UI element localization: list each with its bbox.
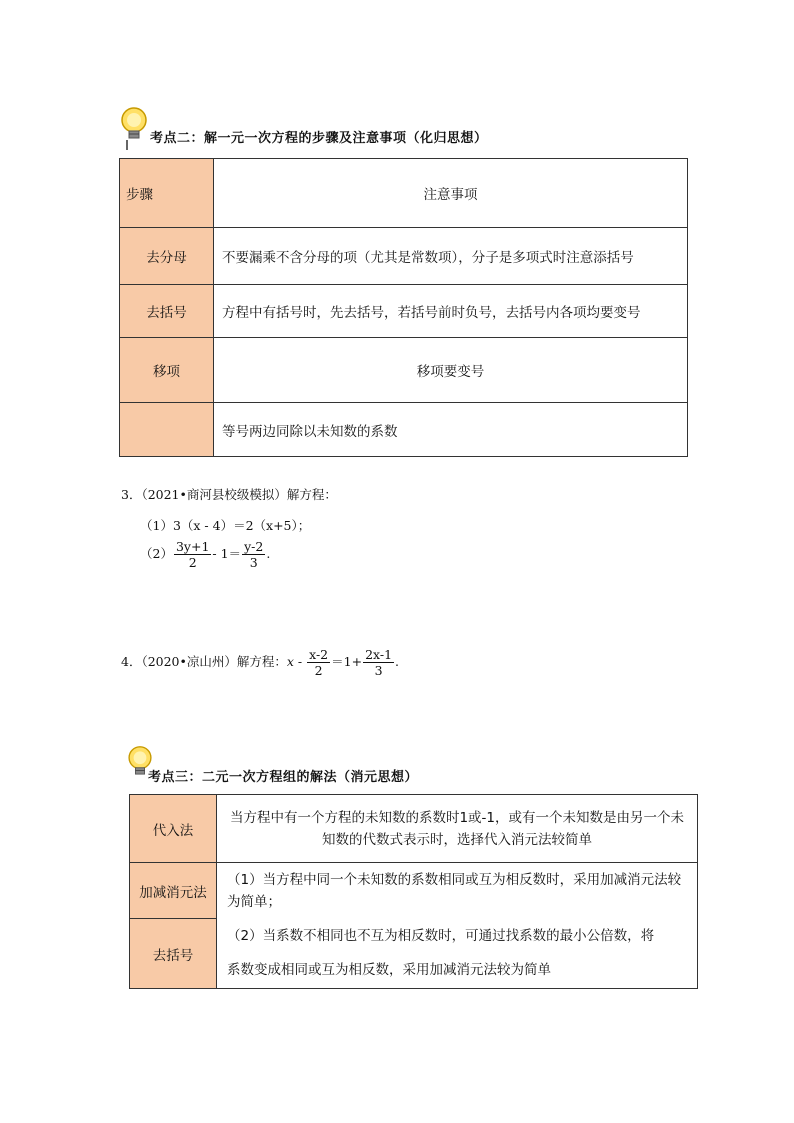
problem4-header: 4．（2020•凉山州）解方程： (121, 654, 287, 670)
desc-cell: （1）当方程中同一个未知数的系数相同或互为相反数时，采用加减消元法较为简单； (217, 863, 698, 919)
note-cell: 不要漏乘不含分母的项（尤其是常数项），分子是多项式时注意添括号 (214, 228, 688, 285)
section2-table (119, 158, 688, 457)
fraction-denominator: 2 (188, 555, 197, 571)
section3-title: 考点三：二元一次方程组的解法（消元思想） (148, 770, 419, 785)
variable-x: x (286, 654, 294, 670)
fraction-denominator: 2 (314, 663, 323, 679)
step-cell: 去分母 (120, 228, 214, 285)
problem3-header: 3．（2021•商河县校级模拟）解方程： (121, 487, 337, 502)
header-note: 注意事项 (214, 159, 688, 228)
fraction-numerator: 2x-1 (365, 647, 393, 662)
header-step: 步骤 (120, 159, 214, 228)
fraction (174, 540, 211, 569)
table-row (120, 338, 688, 403)
table-row (120, 403, 688, 457)
table-row (130, 863, 698, 919)
step-cell: 去括号 (120, 285, 214, 338)
equation-end: . (266, 546, 271, 562)
desc-line: 系数变成相同或互为相反数，采用加减消元法较为简单 (227, 962, 551, 979)
equation-middle: ＝1+ (331, 654, 363, 670)
fraction-numerator: x-2 (309, 647, 329, 662)
desc-cell: 当方程中有一个方程的未知数的系数时1或-1，或有一个未知数是由另一个未知数的代数式表示时，选择代入消元法较简单 (217, 795, 698, 863)
desc-line: （2）当系数不相同也不互为相反数时，可通过找系数的最小公倍数，将 (227, 928, 655, 945)
fraction (242, 540, 265, 569)
desc-cell (217, 919, 698, 989)
table-header-row (120, 159, 688, 228)
note-cell: 移项要变号 (214, 338, 688, 403)
note-cell: 等号两边同除以未知数的系数 (214, 403, 688, 457)
lightbulb-icon (120, 106, 148, 150)
minus-sign: - (293, 654, 307, 670)
table-row (130, 795, 698, 863)
table-row (120, 285, 688, 338)
problem3-part1: （1）3（x - 4）＝2（x+5）； (140, 518, 311, 533)
problem3-part2 (140, 540, 270, 569)
equation-middle: - 1＝ (212, 546, 242, 562)
section2-title: 考点二：解一元一次方程的步骤及注意事项（化归思想） (150, 131, 488, 146)
step-cell: 移项 (120, 338, 214, 403)
fraction-numerator: y-2 (244, 539, 264, 554)
part2-label: （2） (140, 546, 173, 562)
step-cell (120, 403, 214, 457)
method-cell: 去括号 (130, 919, 217, 989)
problem4 (121, 648, 399, 677)
fraction (363, 648, 394, 677)
method-cell: 代入法 (130, 795, 217, 863)
method-cell: 加减消元法 (130, 863, 217, 919)
table-row (130, 919, 698, 989)
table-row (120, 228, 688, 285)
fraction-denominator: 3 (374, 663, 383, 679)
fraction-denominator: 3 (249, 555, 258, 571)
fraction (307, 648, 330, 677)
fraction-numerator: 3y+1 (175, 539, 210, 554)
section3-table (129, 794, 698, 989)
equation-end: . (395, 654, 400, 670)
note-cell: 方程中有括号时，先去括号，若括号前时负号，去括号内各项均要变号 (214, 285, 688, 338)
